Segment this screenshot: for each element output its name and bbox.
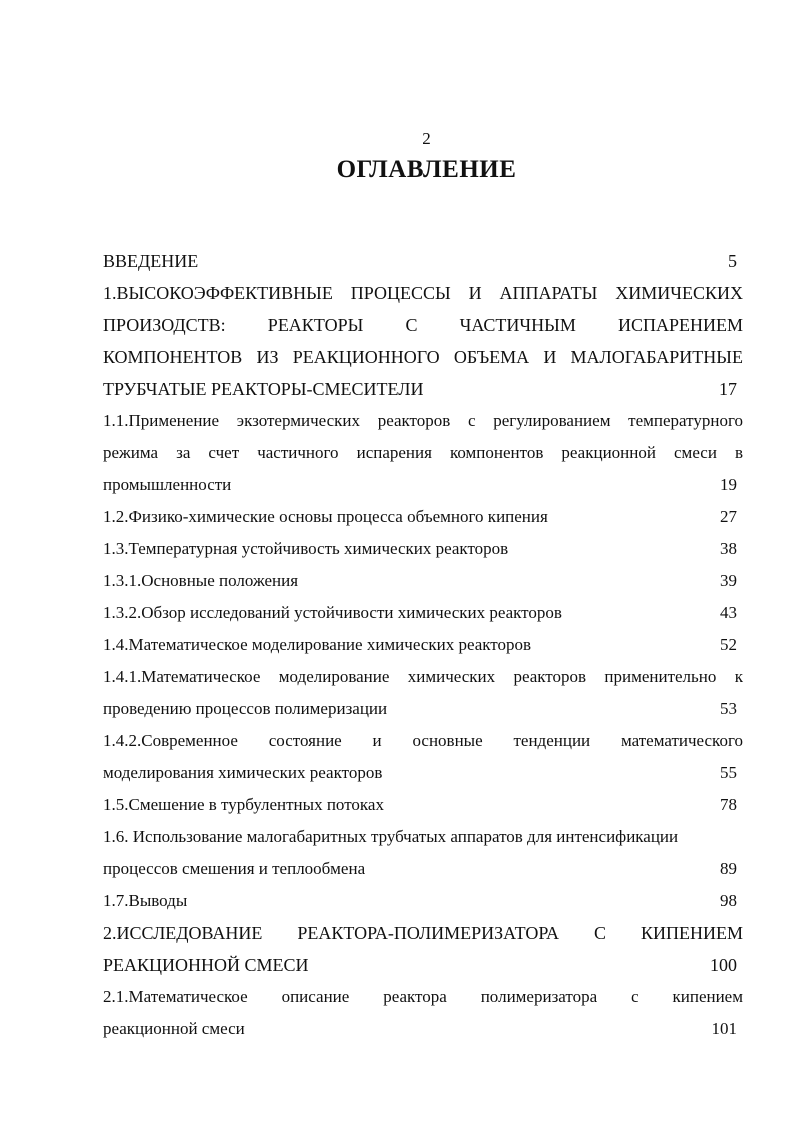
toc-entry-text: 1.2.Физико-химические основы процесса объемного кипения [103, 507, 548, 526]
toc-entry-text: 1.7.Выводы [103, 891, 188, 910]
toc-entry-chapter-1[interactable] [103, 277, 743, 405]
toc-entry-1-3[interactable] [103, 533, 743, 565]
toc-entry-page: 5 [728, 251, 737, 271]
toc-entry-line: режима за счет частичного испарения компонентов реакционной смеси в [103, 443, 743, 462]
toc-entry-line: ПРОИЗОДСТВ: РЕАКТОРЫ С ЧАСТИЧНЫМ ИСПАРЕНИЕМ [103, 315, 743, 335]
toc-entry-page: 55 [720, 763, 737, 782]
page-number: 2 [422, 129, 431, 148]
toc-entry-intro[interactable] [103, 245, 743, 277]
toc-entry-1-1[interactable] [103, 405, 743, 501]
toc-entry-1-3-1[interactable] [103, 565, 743, 597]
page-title: ОГЛАВЛЕНИЕ [336, 156, 517, 183]
toc-entry-2-1[interactable] [103, 981, 743, 1045]
toc-entry-page: 100 [710, 955, 737, 975]
toc-entry-page: 101 [711, 1019, 737, 1038]
toc-entry-line: 1.4.2.Современное состояние и основные тенденции математического [103, 731, 743, 750]
toc-entry-text: моделирования химических реакторов [103, 763, 383, 782]
toc-entry-page: 98 [720, 891, 737, 910]
toc-entry-1-3-2[interactable] [103, 597, 743, 629]
toc-entry-line: 1.1.Применение экзотермических реакторов с регулированием температурного [103, 411, 743, 430]
toc-entry-1-2[interactable] [103, 501, 743, 533]
toc-entry-page: 17 [719, 379, 737, 399]
toc-entry-line: 2.1.Математическое описание реактора полимеризатора с кипением [103, 987, 743, 1006]
toc-entry-line: 1.6. Использование малогабаритных трубчатых аппаратов для интенсификации [103, 827, 679, 846]
toc-entry-chapter-2[interactable] [103, 917, 743, 981]
toc-entry-page: 19 [720, 475, 737, 494]
toc-entry-1-7[interactable] [103, 885, 743, 917]
toc-entry-text: 1.3.2.Обзор исследований устойчивости химических реакторов [103, 603, 562, 622]
toc-entry-text: 1.3.1.Основные положения [103, 571, 299, 590]
toc-entry-1-4-1[interactable] [103, 661, 743, 725]
toc-entry-text: 1.4.Математическое моделирование химических реакторов [103, 635, 532, 654]
toc-entry-text: реакционной смеси [103, 1019, 245, 1038]
toc-entry-1-4-2[interactable] [103, 725, 743, 789]
toc-entry-text: ВВЕДЕНИЕ [103, 251, 199, 271]
toc-entry-page: 78 [720, 795, 737, 814]
toc-entry-1-5[interactable] [103, 789, 743, 821]
toc-entry-page: 39 [720, 571, 737, 590]
toc-entry-text: 1.5.Смешение в турбулентных потоках [103, 795, 384, 814]
toc-entry-line: КОМПОНЕНТОВ ИЗ РЕАКЦИОННОГО ОБЪЕМА И МАЛОГАБАРИТНЫЕ [103, 347, 743, 367]
toc-entry-1-6[interactable] [103, 821, 743, 885]
toc-entry-text: промышленности [103, 475, 232, 494]
toc-entry-text: процессов смешения и теплообмена [103, 859, 366, 878]
toc-entry-text: РЕАКЦИОННОЙ СМЕСИ [103, 955, 309, 975]
toc-entry-text: ТРУБЧАТЫЕ РЕАКТОРЫ-СМЕСИТЕЛИ [103, 379, 424, 399]
toc-entry-page: 53 [720, 699, 737, 718]
toc-entry-page: 89 [720, 859, 737, 878]
toc-entry-1-4[interactable] [103, 629, 743, 661]
toc-entry-page: 43 [720, 603, 737, 622]
toc-entry-line: 2.ИССЛЕДОВАНИЕ РЕАКТОРА-ПОЛИМЕРИЗАТОРА С КИПЕНИЕМ [103, 923, 743, 943]
toc-entry-page: 52 [720, 635, 737, 654]
toc-entry-page: 38 [720, 539, 737, 558]
toc-entry-line: 1.ВЫСОКОЭФФЕКТИВНЫЕ ПРОЦЕССЫ И АППАРАТЫ ХИМИЧЕСКИХ [103, 283, 743, 303]
toc-entry-text: проведению процессов полимеризации [103, 699, 388, 718]
toc-entry-text: 1.3.Температурная устойчивость химических реакторов [103, 539, 509, 558]
toc-entry-line: 1.4.1.Математическое моделирование химических реакторов применительно к [103, 667, 743, 686]
toc-entry-page: 27 [720, 507, 737, 526]
